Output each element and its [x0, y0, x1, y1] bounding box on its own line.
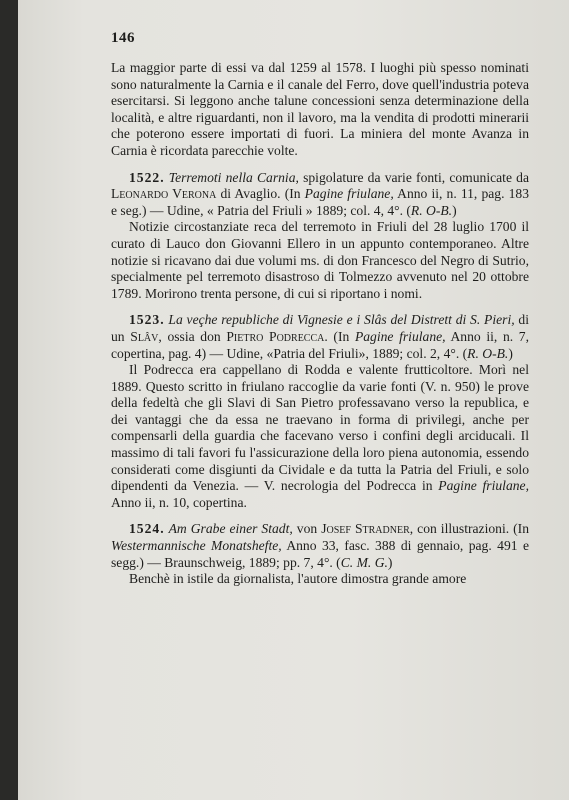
entry-number: 1523.: [129, 312, 165, 328]
entry-1524: [111, 521, 529, 587]
entry-ref: R. O-B.: [467, 345, 509, 361]
entry-source: Westermannische Monatshefte,: [111, 538, 282, 554]
citation-text: . (In: [324, 328, 355, 344]
note-text: Anno ii, n. 10, copertina.: [111, 494, 247, 510]
entry-ref: R. O-B.: [410, 202, 453, 218]
citation-text: Anno ii, n. 11, pag. 183 e seg.) — Udine, « Patria del Friuli » 1889; col. 4, 4°. (: [111, 186, 529, 218]
citation-text: ): [387, 554, 393, 570]
citation-text: , ossia don: [158, 328, 227, 344]
entry-title: Terremoti nella Carnia,: [168, 169, 299, 185]
note-source: Pagine friulane,: [438, 478, 529, 494]
entry-citation: [111, 170, 529, 220]
page-body: [111, 60, 529, 588]
citation-text: di Avaglio. (In: [216, 186, 305, 202]
citation-text: di un: [111, 312, 529, 344]
entry-source: Pagine friulane,: [304, 186, 394, 202]
entry-author-2: Pietro Podrecca: [226, 328, 325, 344]
entry-author: Josef Stradner: [321, 521, 410, 537]
page-number: 146: [111, 30, 135, 46]
entry-citation: [111, 521, 529, 571]
book-page: [18, 0, 569, 800]
citation-text: ): [452, 202, 457, 218]
entry-citation: [111, 312, 529, 362]
note-text: Il Podrecca era cappellano di Rodda e valente frutticoltore. Morì nel 1889. Questo scritto in friulano raccoglie da varie fonti (V. n. 950) le prove della fedeltà che gli Slavi di San Pietro professavano verso la republica, e dei vantaggi che da essa ne traevano in forma di privilegi, anche per compensarli della guardia che facevano verso i confini degli arciducali. Il massimo di tali favori fu l'assicurazione della loro piena autonomia, essendo considerati come disgiunti da Cividale e da tutta la Patria del Friuli, e solo dipendenti da Venezia. — V. necrologia del Podrecca in: [111, 362, 529, 494]
citation-text: , con illustrazioni. (In: [409, 521, 529, 537]
citation-text: ): [508, 345, 513, 361]
entry-number: 1524.: [129, 521, 165, 537]
entry-note: Notizie circostanziate reca del terremoto in Friuli del 28 luglio 1700 il curato di Lauco don Giovanni Ellero in un appunto contemporaneo. Altre notizie si ricavano dai due volumi ms. di don Francesco del Negro di Sutrio, specialmente pel terremoto disastroso di Tolmezzo avvenuto nel 20 ottobre 1789. Morirono trenta persone, di cui si riportano i nomi.: [111, 219, 529, 301]
entry-1523: [111, 312, 529, 511]
citation-text: von: [292, 521, 322, 537]
entry-ref: C. M. G.: [340, 554, 388, 570]
citation-text: Anno 33, fasc. 388 di gennaio, pag. 491 e segg.) — Braunschweig, 1889; pp. 7, 4°. (: [111, 538, 529, 570]
entry-note: [111, 362, 529, 511]
citation-text: Anno ii, n. 7, copertina, pag. 4) — Udine, «Patria del Friuli», 1889; col. 2, 4°. (: [111, 328, 530, 361]
entry-number: 1522.: [129, 169, 165, 185]
entry-title: La veçhe republiche di Vignesie e i Slâs del Distrett di S. Pieri,: [168, 312, 515, 328]
entry-note: Benchè in istile da giornalista, l'autore dimostra grande amore: [129, 571, 467, 587]
entry-author: Slâv: [130, 328, 159, 344]
entry-source: Pagine friulane,: [354, 328, 446, 344]
citation-text: spigolature da varie fonti, comunicate da: [298, 169, 529, 185]
entry-title: Am Grabe einer Stadt,: [168, 521, 293, 537]
entry-1522: [111, 170, 529, 303]
entry-author: Leonardo Verona: [111, 186, 217, 202]
intro-paragraph: La maggior parte di essi va dal 1259 al 1578. I luoghi più spesso nominati sono naturalmente la Carnia e il canale del Ferro, dove quell'industria poteva esercitarsi. Si leggono anche talune concessioni senza determinazione della località, e altre riguardanti, non il lavoro, ma la vendita di prodotti minerarii che poterono essere importati di fuori. La miniera del monte Avanza in Carnia è ricordata parecchie volte.: [111, 60, 529, 158]
